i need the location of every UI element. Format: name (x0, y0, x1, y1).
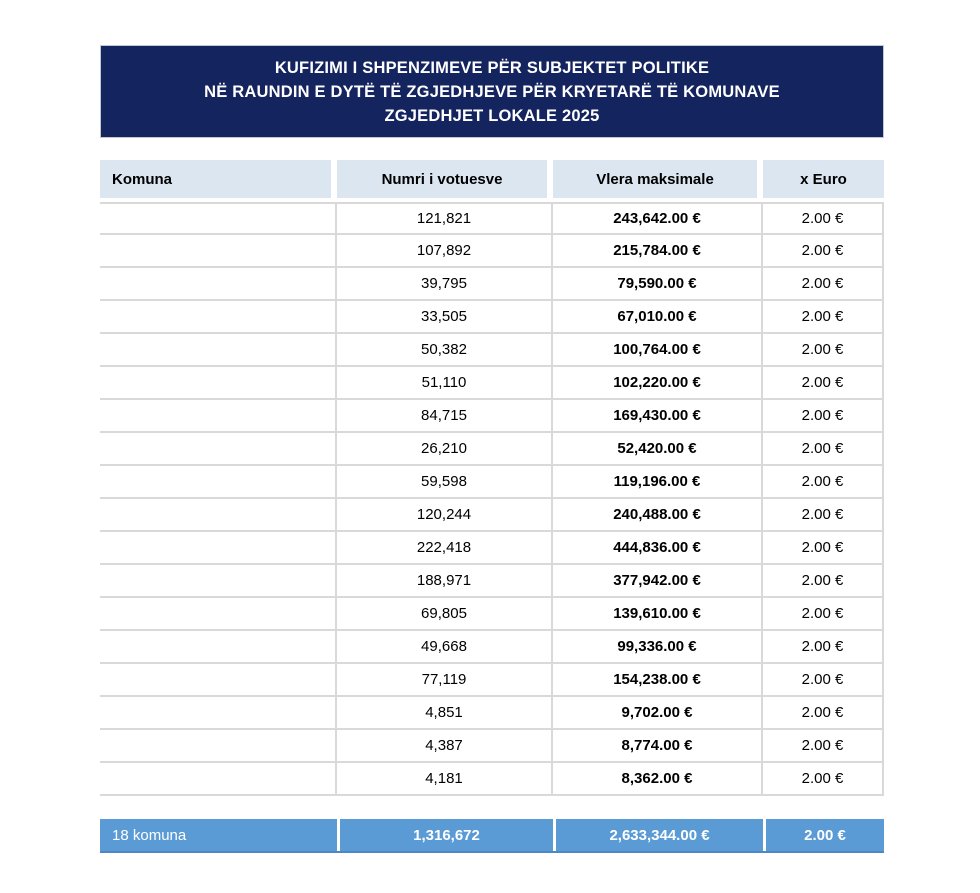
voters-count-cell: 39,795 (337, 268, 553, 301)
voters-count-cell: 26,210 (337, 433, 553, 466)
table-row (100, 565, 884, 598)
totals-komuna-count: 18 komuna (112, 826, 187, 844)
table-row (100, 334, 884, 367)
totals-row (100, 819, 884, 853)
municipality-cell: MITROVICË E JUGUT (100, 400, 337, 433)
municipality-cell: VUSHTRRI (100, 664, 337, 697)
voters-count-cell: 4,181 (337, 763, 553, 796)
page-content (100, 45, 884, 853)
municipality-cell: KAÇANIK (100, 301, 337, 334)
voters-count-cell: 49,668 (337, 631, 553, 664)
euro-rate-cell: 2.00 € (763, 334, 884, 367)
euro-rate-cell: 2.00 € (763, 763, 884, 796)
municipality-cell: VITI (100, 631, 337, 664)
table-row (100, 664, 884, 697)
max-value-cell: 8,362.00 € (553, 763, 763, 796)
table-row (100, 697, 884, 730)
max-value-cell: 444,836.00 € (553, 532, 763, 565)
euro-rate-cell: 2.00 € (763, 664, 884, 697)
max-value-cell: 154,238.00 € (553, 664, 763, 697)
table-row (100, 202, 884, 235)
max-value-cell: 139,610.00 € (553, 598, 763, 631)
voters-count-cell: 84,715 (337, 400, 553, 433)
totals-voters: 1,316,672 (337, 819, 553, 851)
max-value-cell: 52,420.00 € (553, 433, 763, 466)
table-row (100, 268, 884, 301)
euro-rate-cell: 2.00 € (763, 268, 884, 301)
euro-rate-cell: 2.00 € (763, 301, 884, 334)
municipality-cell: GJILAN (100, 235, 337, 268)
municipality-cell: KLINË (100, 334, 337, 367)
spending-limits-table (100, 160, 884, 796)
municipality-cell: OBILIQ (100, 433, 337, 466)
voters-count-cell: 51,110 (337, 367, 553, 400)
euro-rate-cell: 2.00 € (763, 400, 884, 433)
municipality-cell: RAHOVEC (100, 466, 337, 499)
header-komuna: Komuna (100, 160, 337, 202)
table-row (100, 466, 884, 499)
voters-count-cell: 77,119 (337, 664, 553, 697)
max-value-cell: 79,590.00 € (553, 268, 763, 301)
table-row (100, 631, 884, 664)
max-value-cell: 102,220.00 € (553, 367, 763, 400)
table-row (100, 499, 884, 532)
table-row (100, 367, 884, 400)
max-value-cell: 243,642.00 € (553, 202, 763, 235)
voters-count-cell: 4,851 (337, 697, 553, 730)
euro-rate-cell: 2.00 € (763, 730, 884, 763)
municipality-cell: MAMUSHË (100, 730, 337, 763)
table-row (100, 235, 884, 268)
totals-euro-rate: 2.00 € (763, 819, 884, 851)
max-value-cell: 240,488.00 € (553, 499, 763, 532)
table-row (100, 730, 884, 763)
header-voters: Numri i votuesve (337, 160, 553, 202)
municipality-cell: JUNIK (100, 697, 337, 730)
max-value-cell: 169,430.00 € (553, 400, 763, 433)
max-value-cell: 119,196.00 € (553, 466, 763, 499)
max-value-cell: 377,942.00 € (553, 565, 763, 598)
euro-rate-cell: 2.00 € (763, 367, 884, 400)
voters-count-cell: 121,821 (337, 202, 553, 235)
totals-max-value: 2,633,344.00 € (553, 819, 763, 851)
voters-count-cell: 188,971 (337, 565, 553, 598)
municipality-cell: FUSHË KOSOVË (100, 367, 337, 400)
table-row (100, 598, 884, 631)
euro-rate-cell: 2.00 € (763, 697, 884, 730)
municipality-cell: GJAKOVË (100, 202, 337, 235)
title-line-3: ZGJEDHJET LOKALE 2025 (384, 106, 600, 125)
municipality-cell: KLLOKOT (100, 763, 337, 796)
table-header-row (100, 160, 884, 202)
table-row (100, 301, 884, 334)
header-max-value: Vlera maksimale (553, 160, 763, 202)
municipality-cell: PRIZREN (100, 565, 337, 598)
max-value-cell: 215,784.00 € (553, 235, 763, 268)
max-value-cell: 8,774.00 € (553, 730, 763, 763)
title-banner (100, 45, 884, 138)
voters-count-cell: 4,387 (337, 730, 553, 763)
euro-rate-cell: 2.00 € (763, 433, 884, 466)
table-row (100, 400, 884, 433)
municipality-cell: SUHAREKË (100, 598, 337, 631)
euro-rate-cell: 2.00 € (763, 631, 884, 664)
title-line-1: KUFIZIMI I SHPENZIMEVE PËR SUBJEKTET POLITIKE (274, 58, 710, 77)
municipality-cell: PRISHTINË (100, 532, 337, 565)
voters-count-cell: 222,418 (337, 532, 553, 565)
max-value-cell: 100,764.00 € (553, 334, 763, 367)
voters-count-cell: 69,805 (337, 598, 553, 631)
euro-rate-cell: 2.00 € (763, 499, 884, 532)
voters-count-cell: 120,244 (337, 499, 553, 532)
title-line-2: NË RAUNDIN E DYTË TË ZGJEDHJEVE PËR KRYETARË TË KOMUNAVE (204, 82, 780, 101)
euro-rate-cell: 2.00 € (763, 202, 884, 235)
max-value-cell: 99,336.00 € (553, 631, 763, 664)
voters-count-cell: 50,382 (337, 334, 553, 367)
voters-count-cell: 107,892 (337, 235, 553, 268)
voters-count-cell: 59,598 (337, 466, 553, 499)
euro-rate-cell: 2.00 € (763, 598, 884, 631)
municipality-cell: DRAGASH (100, 268, 337, 301)
voters-count-cell: 33,505 (337, 301, 553, 334)
euro-rate-cell: 2.00 € (763, 466, 884, 499)
table-row (100, 532, 884, 565)
table-row (100, 433, 884, 466)
euro-rate-cell: 2.00 € (763, 235, 884, 268)
max-value-cell: 9,702.00 € (553, 697, 763, 730)
euro-rate-cell: 2.00 € (763, 565, 884, 598)
header-euro: x Euro (763, 160, 884, 202)
municipality-cell: PEJË (100, 499, 337, 532)
euro-rate-cell: 2.00 € (763, 532, 884, 565)
max-value-cell: 67,010.00 € (553, 301, 763, 334)
table-row (100, 763, 884, 796)
table-body (100, 202, 884, 796)
